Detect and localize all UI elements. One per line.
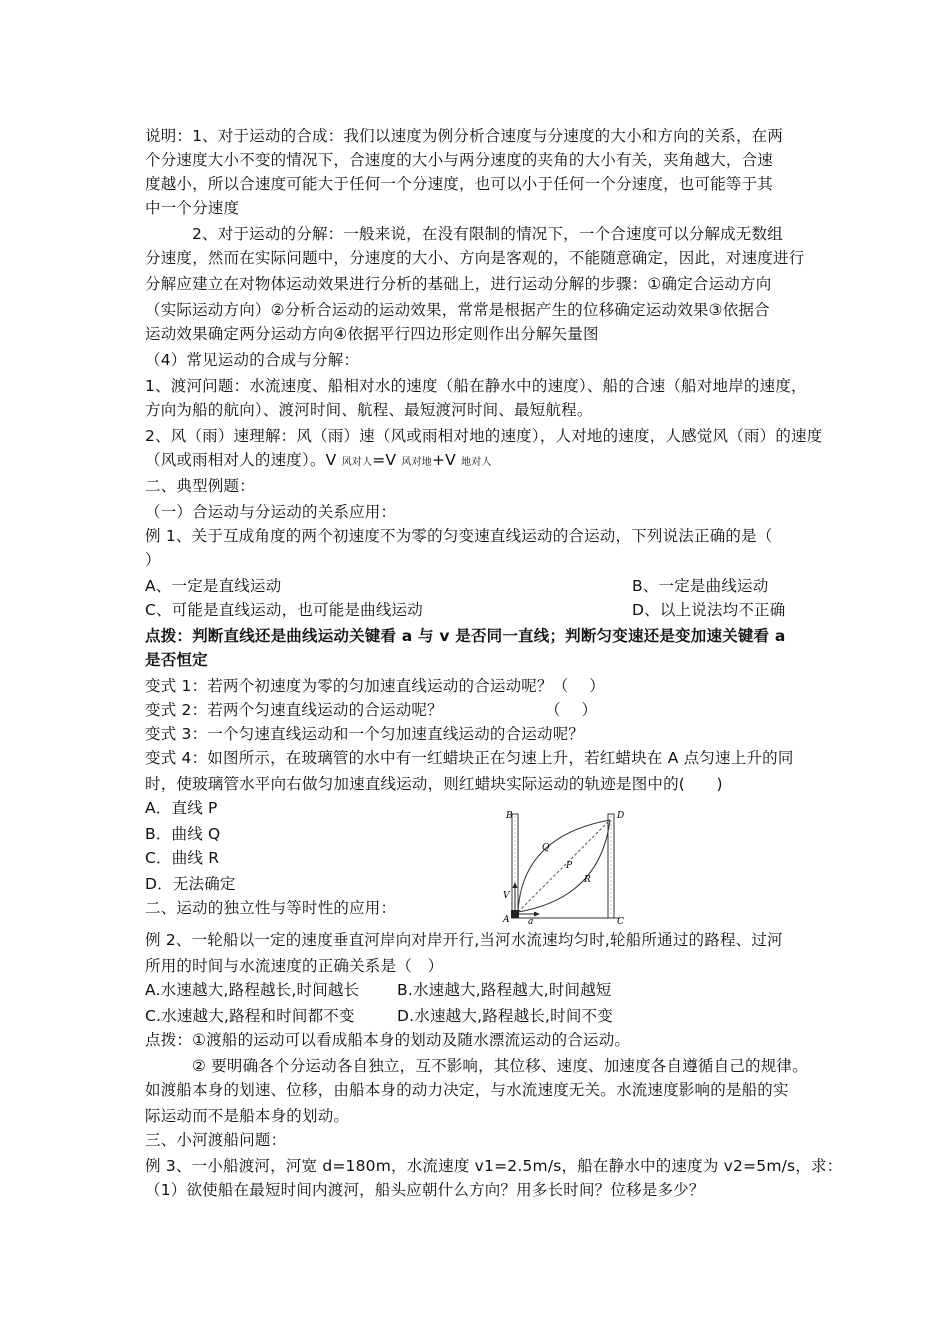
option-d: D.水速越大,路程越长,时间不变 xyxy=(397,1007,613,1025)
option-a: A．直线 P xyxy=(145,799,218,817)
text-line: 度越小，所以合速度可能大于任何一个分速度，也可以小于任何一个分速度，也可能等于其 xyxy=(145,175,774,193)
label-v: V xyxy=(503,891,510,901)
text-line: 2、对于运动的分解：一般来说，在没有限制的情况下，一个合速度可以分解成无数组 xyxy=(192,225,783,243)
text-line: 分速度，然而在实际问题中，分速度的大小、方向是客观的，不能随意确定，因此，对速度进行 xyxy=(145,249,805,267)
text-line: 个分速度大小不变的情况下，合速度的大小与两分速度的夹角的大小有关，夹角越大，合速 xyxy=(145,151,774,169)
question-text: 例 2、一轮船以一定的速度垂直河岸向对岸开行,当河水流速均匀时,轮船所通过的路程、过河 xyxy=(145,931,783,949)
label-q: Q xyxy=(542,843,550,853)
text-line: 运动效果确定两分运动方向④依据平行四边形定则作出分解矢量图 xyxy=(145,325,599,343)
label-r: R xyxy=(584,875,591,885)
section-heading: 三、小河渡船问题： xyxy=(145,1131,287,1149)
hint-text: 点拨：①渡船的运动可以看成船本身的划动及随水漂流运动的合运动。 xyxy=(145,1031,631,1049)
option-d: D、以上说法均不正确 xyxy=(632,601,786,619)
variant-question: 变式 3：一个匀速直线运动和一个匀加速直线运动的合运动呢？ xyxy=(145,725,585,743)
option-b: B.水速越大,路程越大,时间越短 xyxy=(397,981,612,999)
label-a-accel: a xyxy=(528,917,534,926)
subsection-heading: （一）合运动与分运动的关系应用： xyxy=(145,503,397,521)
question-text: 例 1、关于互成角度的两个初速度不为零的匀变速直线运动的合运动，下列说法正确的是（ xyxy=(145,527,773,545)
option-row xyxy=(145,598,786,622)
question-text: （1）欲使船在最短时间内渡河，船头应朝什么方向？用多长时间？位移是多少？ xyxy=(145,1181,705,1199)
option-d: D．无法确定 xyxy=(145,875,236,893)
section-heading: （4）常见运动的合成与分解： xyxy=(145,351,360,369)
option-a: A、一定是直线运动 xyxy=(145,577,282,595)
option-c: C、可能是直线运动，也可能是曲线运动 xyxy=(145,601,423,619)
hint-text: 点拨：判断直线还是曲线运动关键看 a 与 v 是否同一直线；判断匀变速还是变加速关键看 a xyxy=(145,627,786,645)
variant-question: 时，使玻璃管水平向右做匀加速直线运动，则红蜡块实际运动的轨迹是图中的( ) xyxy=(145,775,723,793)
label-a-point: A xyxy=(503,915,510,925)
text-line: 分解应建立在对物体运动效果进行分析的基础上，进行运动分解的步骤：①确定合运动方向 xyxy=(145,275,772,293)
variant-question: 变式 1：若两个初速度为零的匀加速直线运动的合运动呢？（ ） xyxy=(145,677,605,695)
question-text: 所用的时间与水流速度的正确关系是（ ） xyxy=(145,957,444,975)
label-p: P xyxy=(566,861,573,871)
text-line: 方向为船的航向）、渡河时间、航程、最短渡河时间、最短航程。 xyxy=(145,401,593,419)
variant-question: 变式 2：若两个匀速直线运动的合运动呢？ （ ） xyxy=(145,701,598,719)
option-a: A.水速越大,路程越长,时间越长 xyxy=(145,981,360,999)
text-line: 2、风（雨）速理解：风（雨）速（风或雨相对地的速度），人对地的速度，人感觉风（雨）的速度 xyxy=(145,427,823,445)
section-heading: 二、运动的独立性与等时性的应用： xyxy=(145,899,397,917)
option-c: C．曲线 R xyxy=(145,849,220,867)
label-c: C xyxy=(617,917,624,926)
question-text: ） xyxy=(145,551,161,569)
text-line: 1、渡河问题：水流速度、船相对水的速度（船在静水中的速度）、船的合速（船对地岸的速度， xyxy=(145,377,807,395)
question-text: 例 3、一小船渡河，河宽 d=180m，水流速度 v1=2.5m/s，船在静水中的速度为 v2=5m/s，求： xyxy=(145,1157,843,1175)
trajectory-figure xyxy=(500,806,640,926)
formula-line: （风或雨相对人的速度）。V 风对人=V 风对地+V 地对人 xyxy=(145,451,492,469)
option-c: C.水速越大,路程和时间都不变 xyxy=(145,1007,355,1025)
hint-text: 是否恒定 xyxy=(145,651,208,669)
text-line: 说明：1、对于运动的合成：我们以速度为例分析合速度与分速度的大小和方向的关系，在两 xyxy=(145,127,784,145)
option-b: B、一定是曲线运动 xyxy=(632,577,769,595)
text-line: （实际运动方向）②分析合运动的运动效果，常常是根据产生的位移确定运动效果③依据合 xyxy=(145,301,770,319)
hint-text: ② 要明确各个分运动各自独立，互不影响，其位移、速度、加速度各自遵循自己的规律。 xyxy=(192,1057,808,1075)
option-b: B．曲线 Q xyxy=(145,825,221,843)
variant-question: 变式 4：如图所示，在玻璃管的水中有一红蜡块正在匀速上升，若红蜡块在 A 点匀速上升的同 xyxy=(145,749,794,767)
text-line: 中一个分速度 xyxy=(145,199,240,217)
label-b: B xyxy=(506,811,513,821)
option-row xyxy=(145,1004,613,1028)
text-line: 如渡船本身的划速、位移，由船本身的动力决定，与水流速度无关。水流速度影响的是船的实 xyxy=(145,1081,789,1099)
option-row xyxy=(145,978,612,1002)
label-d: D xyxy=(617,811,625,821)
section-heading: 二、典型例题： xyxy=(145,477,255,495)
text-line: 际运动而不是船本身的划动。 xyxy=(145,1107,350,1125)
option-row xyxy=(145,574,769,598)
